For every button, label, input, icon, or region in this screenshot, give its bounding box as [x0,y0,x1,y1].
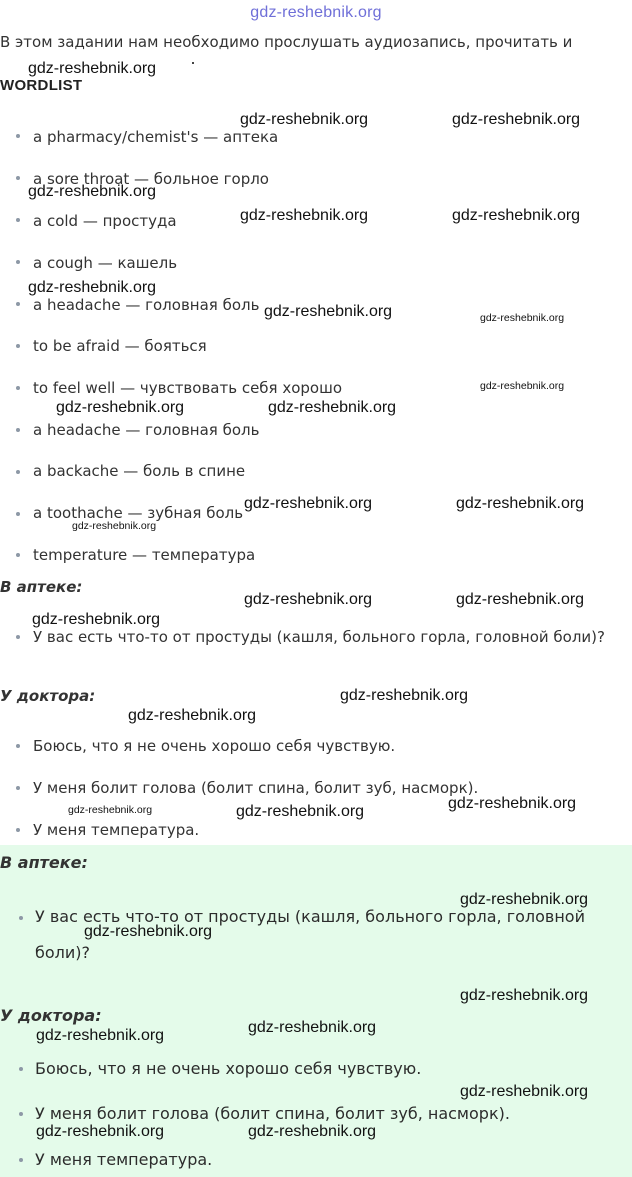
watermark: gdz-reshebnik.org [340,687,469,704]
list-item: • a backache — боль в спине [0,152,632,171]
site-header [0,0,632,26]
watermark: gdz-reshebnik.org [128,707,257,724]
watermark: gdz-reshebnik.org [68,804,153,816]
bullet-icon [16,218,20,222]
bullet-icon [16,553,20,557]
bullet-icon [16,786,20,790]
watermark: gdz-reshebnik.org [72,520,157,532]
list-item: • a sore throat — больное горло [0,19,632,38]
watermark: gdz-reshebnik.org [448,795,577,812]
watermark: gdz-reshebnik.org [36,1123,165,1140]
bullet-icon [16,302,20,306]
watermark: gdz-reshebnik.org [236,803,365,820]
watermark: gdz-reshebnik.org [244,495,373,512]
watermark: gdz-reshebnik.org [452,111,581,128]
bullet-icon [19,1067,23,1071]
list-item: • a headache — головная боль [0,133,632,152]
watermark: gdz-reshebnik.org [480,312,565,324]
watermark: gdz-reshebnik.org [452,207,581,224]
watermark: gdz-reshebnik.org [460,987,589,1004]
answer-pharmacy-title: В аптеке: [0,853,88,872]
watermark: gdz-reshebnik.org [56,399,185,416]
bullet-icon [16,386,20,390]
bullet-icon [16,635,20,639]
list-item: • a cough — кашель [0,57,632,76]
watermark: gdz-reshebnik.org [36,1027,165,1044]
watermark: gdz-reshebnik.org [456,495,585,512]
list-item: • Боюсь, что я не очень хорошо себя чувствую. [0,228,632,247]
watermark: gdz-reshebnik.org [480,380,565,392]
list-item: • a cold — простуда [0,38,632,57]
list-item: • a toothache — зубная боль [0,171,632,190]
list-item: • a pharmacy/chemist's — аптека [0,0,632,19]
answer-doctor-title: У доктора: [0,1006,102,1025]
bullet-icon [16,260,20,264]
watermark: gdz-reshebnik.org [240,111,369,128]
watermark: gdz-reshebnik.org [460,891,589,908]
bullet-icon [16,744,20,748]
list-item: • У меня болит голова (болит спина, болит зуб, насморк). [0,247,632,266]
watermark: gdz-reshebnik.org [244,591,373,608]
watermark: gdz-reshebnik.org [84,923,213,940]
site-name[interactable]: gdz-reshebnik.org [250,4,382,21]
watermark: gdz-reshebnik.org [28,60,157,77]
watermark: gdz-reshebnik.org [248,1123,377,1140]
punctuation-dot [192,62,194,64]
wordlist-title: WORDLIST [0,77,83,94]
pharmacy-title: В аптеке: [0,578,83,596]
answer-doctor-item: У меня болит голова (болит спина, болит зуб, насморк). [35,1104,510,1123]
bullet-icon [16,134,20,138]
answer-doctor-item: У меня температура. [35,1150,213,1169]
bullet-icon [19,916,23,920]
watermark: gdz-reshebnik.org [32,611,161,628]
bullet-icon [16,176,20,180]
list-item: • to feel well — чувствовать себя хорошо [0,114,632,133]
bullet-icon [19,1158,23,1162]
bullet-icon [16,828,20,832]
doctor-title: У доктора: [0,687,96,705]
watermark: gdz-reshebnik.org [240,207,369,224]
watermark: gdz-reshebnik.org [28,279,157,296]
bullet-icon [16,344,20,348]
answer-doctor-item: Боюсь, что я не очень хорошо себя чувствую. [35,1059,422,1078]
bullet-icon [16,512,20,516]
list-item: • a headache — головная боль [0,76,632,95]
list-item: • У меня температура. [0,266,632,285]
bullet-icon [16,428,20,432]
intro-text: В этом задании нам необходимо прослушать аудиозапись, прочитать и [0,33,573,51]
watermark: gdz-reshebnik.org [264,303,393,320]
watermark: gdz-reshebnik.org [248,1019,377,1036]
watermark: gdz-reshebnik.org [28,183,157,200]
answer-pharmacy-line-2: боли)? [35,943,91,962]
bullet-icon [19,1112,23,1116]
watermark: gdz-reshebnik.org [460,1083,589,1100]
list-item: • to be afraid — бояться [0,95,632,114]
watermark: gdz-reshebnik.org [268,399,397,416]
list-item: • temperature — температура [0,190,632,209]
answer-pharmacy-line-1: У вас есть что-то от простуды (кашля, больного горла, головной [35,907,585,926]
watermark: gdz-reshebnik.org [456,591,585,608]
list-item: • У вас есть что-то от простуды (кашля, больного горла, головной боли)? [0,209,632,228]
bullet-icon [16,470,20,474]
